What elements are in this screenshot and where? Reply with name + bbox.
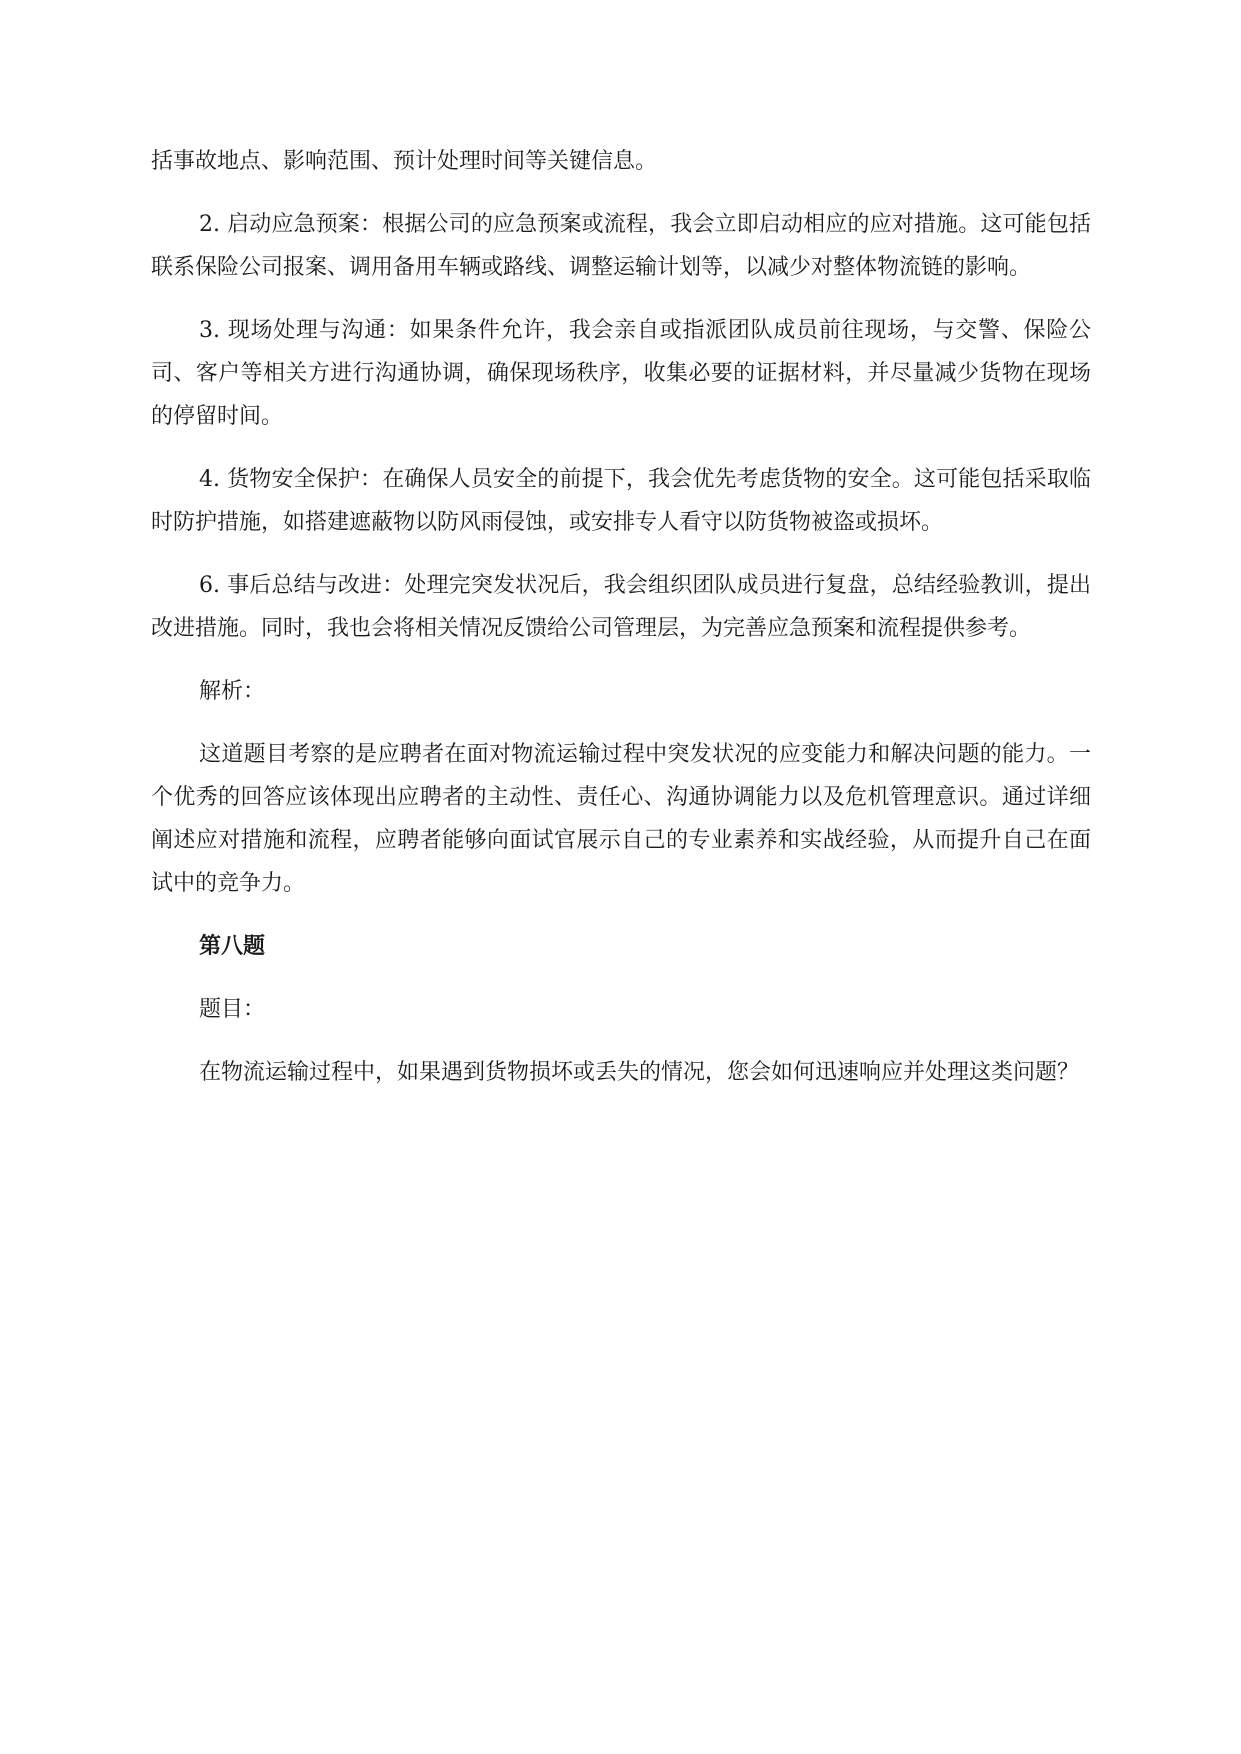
paragraph-continuation: 括事故地点、影响范围、预计处理时间等关键信息。 — [151, 149, 658, 174]
analysis-label: 解析： — [199, 679, 266, 704]
section-heading: 第八题 — [199, 934, 266, 959]
question-label: 题目： — [199, 997, 266, 1022]
document-body — [151, 140, 1091, 1114]
paragraph-step-4: 4. 货物安全保护：在确保人员安全的前提下，我会优先考虑货物的安全。这可能包括采取临时防护措施，如搭建遮蔽物以防风雨侵蚀，或安排专人看守以防货物被盗或损坏。 — [151, 467, 1091, 535]
paragraph-step-6: 6. 事后总结与改进：处理完突发状况后，我会组织团队成员进行复盘，总结经验教训，提出改进措施。同时，我也会将相关情况反馈给公司管理层，为完善应急预案和流程提供参考。 — [151, 573, 1091, 641]
analysis-text: 这道题目考察的是应聘者在面对物流运输过程中突发状况的应变能力和解决问题的能力。一个优秀的回答应该体现出应聘者的主动性、责任心、沟通协调能力以及危机管理意识。通过详细阐述应对措施和流程，应聘者能够向面试官展示自己的专业素养和实战经验，从而提升自己在面试中的竞争力。 — [151, 742, 1091, 896]
question-text: 在物流运输过程中，如果遇到货物损坏或丢失的情况，您会如何迅速响应并处理这类问题？ — [199, 1060, 1080, 1085]
paragraph-step-3: 3. 现场处理与沟通：如果条件允许，我会亲自或指派团队成员前往现场，与交警、保险公司、客户等相关方进行沟通协调，确保现场秩序，收集必要的证据材料，并尽量减少货物在现场的停留时间。 — [151, 318, 1091, 429]
paragraph-step-2: 2. 启动应急预案：根据公司的应急预案或流程，我会立即启动相应的应对措施。这可能包括联系保险公司报案、调用备用车辆或路线、调整运输计划等，以减少对整体物流链的影响。 — [151, 212, 1091, 280]
